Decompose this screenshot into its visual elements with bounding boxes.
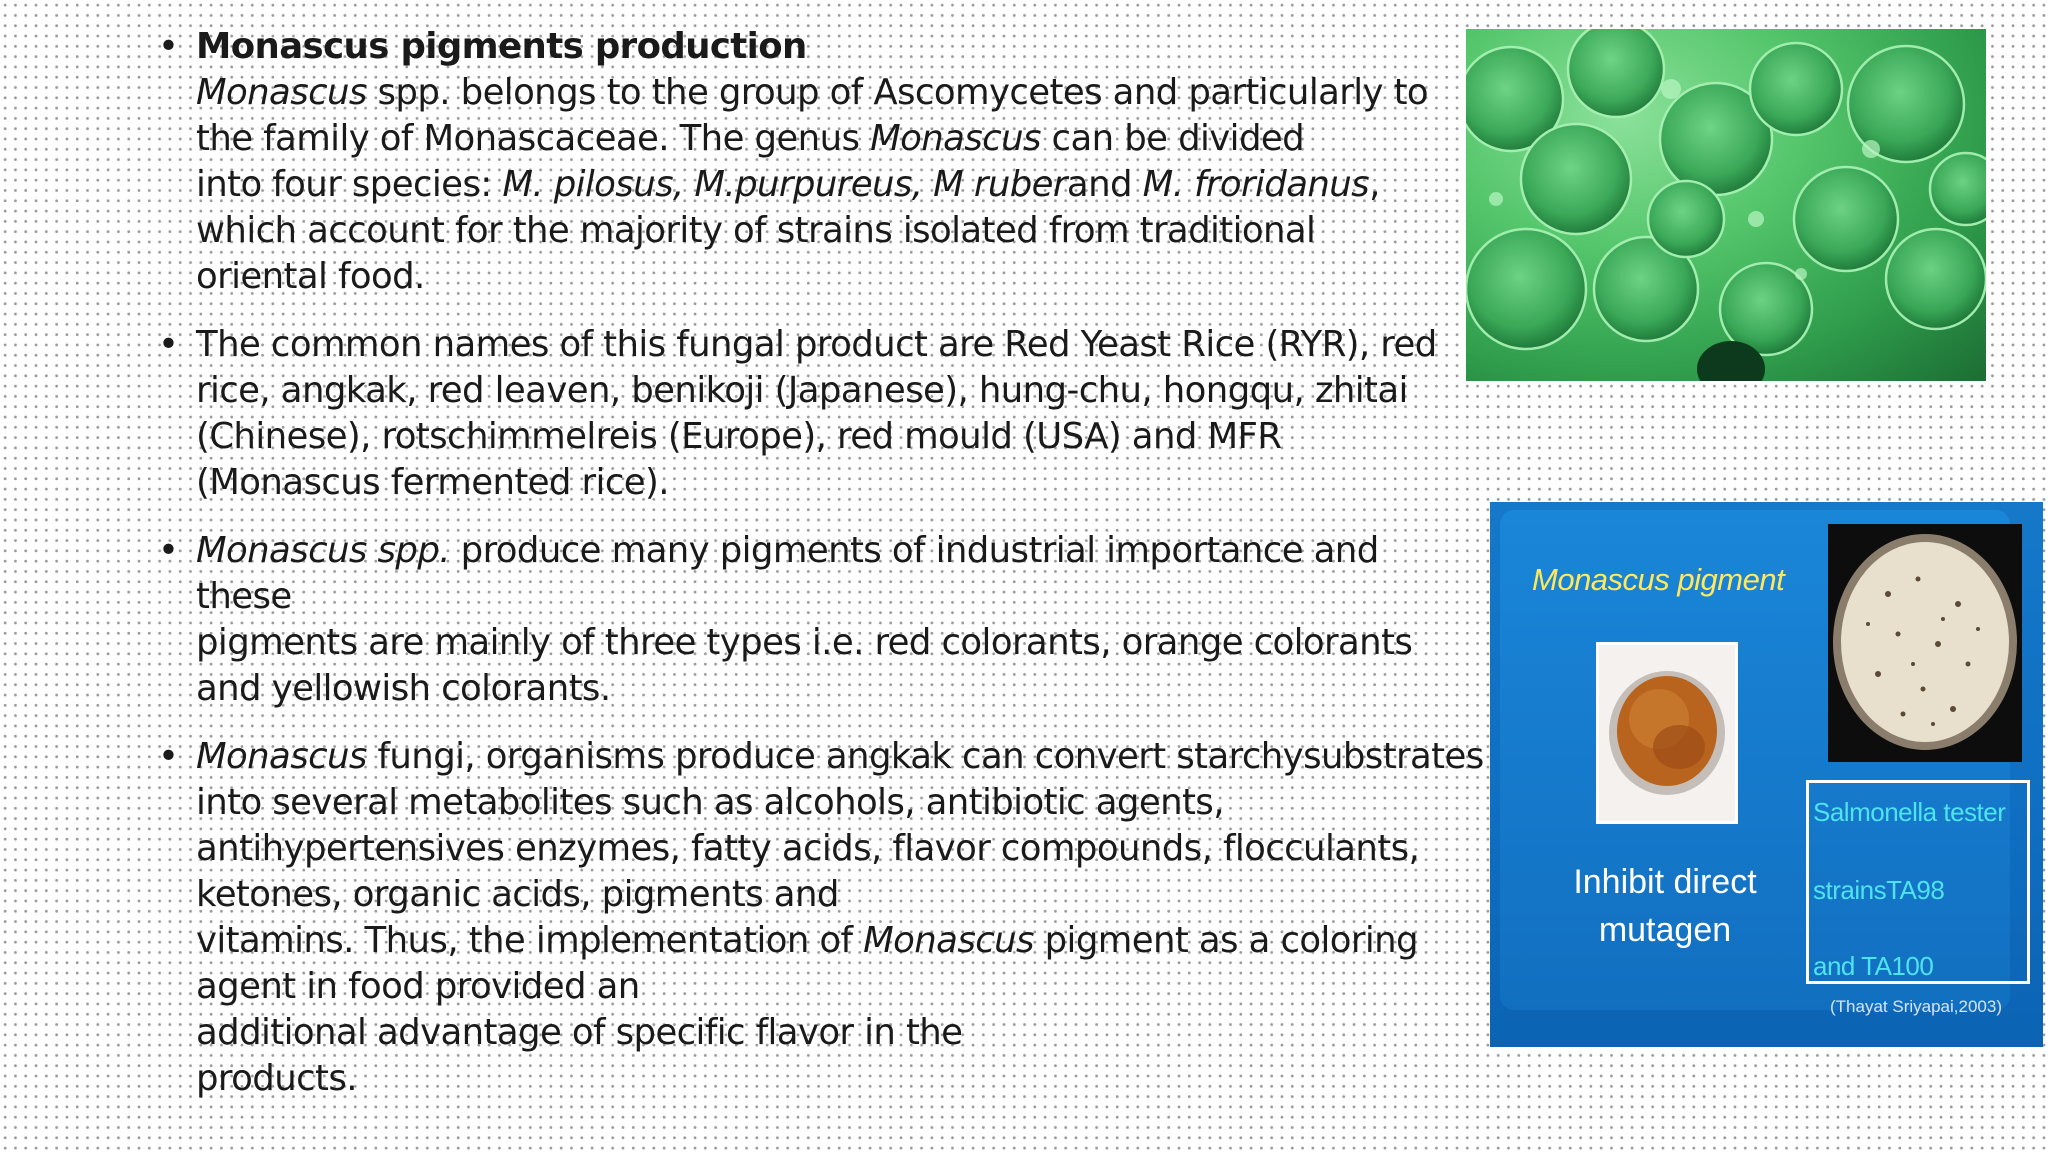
salmonella-line-2: strainsTA98 <box>1813 875 1945 905</box>
bullet-item-1 <box>150 24 1490 300</box>
text-segment: Monascus <box>196 72 367 113</box>
microscope-image <box>1466 29 1986 381</box>
text-segment: Monascus <box>196 736 367 777</box>
text-segment: (Chinese), rotschimmelreis (Europe), red mould (USA) and MFR <box>196 416 1282 457</box>
salmonella-line-3: and TA100 <box>1813 951 1934 981</box>
bullet-dot: • <box>158 530 179 571</box>
bullet-dot: • <box>158 324 179 365</box>
text-segment: into four species: <box>196 164 503 205</box>
text-segment: pigments are mainly of three types i.e. red colorants, orange colorants <box>196 622 1413 663</box>
text-line <box>196 964 1490 1010</box>
text-line <box>196 1056 1490 1102</box>
text-segment: and yellowish colorants. <box>196 668 611 709</box>
pigment-dish-photo <box>1596 642 1738 824</box>
inhibit-line-1: Inhibit direct <box>1573 863 1757 901</box>
text-segment: M. froridanus <box>1142 164 1370 205</box>
text-segment: fungi, organisms produce angkak can convert starchysubstrates <box>366 736 1484 777</box>
text-segment: products. <box>196 1058 357 1099</box>
text-segment: vitamins. Thus, the implementation of <box>196 920 864 961</box>
text-line <box>196 24 1490 70</box>
salmonella-plate-photo <box>1828 524 2022 762</box>
petri-plate-graphic <box>1828 524 2022 762</box>
text-segment: agent in food provided an <box>196 966 640 1007</box>
text-line <box>196 780 1490 826</box>
text-segment: ketones, organic acids, pigments and <box>196 874 839 915</box>
text-line <box>196 116 1490 162</box>
salmonella-tester-box <box>1806 780 2030 984</box>
text-line <box>196 826 1490 872</box>
text-segment: these <box>196 576 292 617</box>
text-segment: (Monascus fermented rice). <box>196 462 669 503</box>
text-segment: into several metabolites such as alcohols, antibiotic agents, <box>196 782 1224 823</box>
text-segment: rice, angkak, red leaven, benikoji (Japanese), hung-chu, hongqu, zhitai <box>196 370 1408 411</box>
text-line <box>196 528 1490 574</box>
text-line <box>196 734 1490 780</box>
text-segment: and <box>1066 164 1143 205</box>
text-segment: the family of Monascaceae. The genus <box>196 118 871 159</box>
inhibit-direct-mutagen-text <box>1560 858 1770 954</box>
text-line <box>196 1010 1490 1056</box>
bullet-item-2 <box>150 322 1490 506</box>
text-segment: produce many pigments of industrial importance and <box>449 530 1379 571</box>
text-line <box>196 322 1490 368</box>
text-line <box>196 208 1490 254</box>
bullet-item-4 <box>150 734 1490 1102</box>
text-segment: which account for the majority of strains isolated from traditional <box>196 210 1316 251</box>
text-line <box>196 70 1490 116</box>
text-line <box>196 368 1490 414</box>
pigment-dish-graphic <box>1599 645 1735 821</box>
text-segment: , <box>1369 164 1380 205</box>
text-line <box>196 254 1490 300</box>
bullet-item-3 <box>150 528 1490 712</box>
text-line <box>196 872 1490 918</box>
bullet-dot: • <box>158 736 179 777</box>
text-segment: Monascus <box>870 118 1041 159</box>
text-line <box>196 414 1490 460</box>
text-line <box>196 460 1490 506</box>
text-line <box>196 918 1490 964</box>
text-line <box>196 574 1490 620</box>
text-segment: oriental food. <box>196 256 425 297</box>
text-segment: pigment as a coloring <box>1033 920 1418 961</box>
text-segment: M. pilosus, M.purpureus, M ruber <box>502 164 1067 205</box>
text-line <box>196 666 1490 712</box>
image-credit: (Thayat Sriyapai,2003) <box>1830 997 2002 1016</box>
text-segment: can be divided <box>1040 118 1305 159</box>
slide-text <box>150 24 1490 1102</box>
inhibit-line-2: mutagen <box>1598 911 1732 949</box>
text-segment: spp. belongs to the group of Ascomycetes and particularly to <box>366 72 1429 113</box>
text-line <box>196 620 1490 666</box>
pigment-title: Monascus pigment <box>1532 562 1785 597</box>
monascus-cells-graphic <box>1466 29 1986 381</box>
monascus-pigment-panel <box>1490 502 2043 1047</box>
section-heading: Monascus pigments production <box>196 26 807 67</box>
text-segment: additional advantage of specific flavor in the <box>196 1012 963 1053</box>
bullet-dot: • <box>158 26 179 67</box>
text-segment: Monascus <box>863 920 1034 961</box>
text-segment: antihypertensives enzymes, fatty acids, flavor compounds, flocculants, <box>196 828 1420 869</box>
salmonella-line-1: Salmonella tester <box>1813 797 2006 827</box>
text-segment: Monascus spp. <box>196 530 450 571</box>
text-segment: The common names of this fungal product are Red Yeast Rice (RYR), red <box>196 324 1437 365</box>
text-line <box>196 162 1490 208</box>
